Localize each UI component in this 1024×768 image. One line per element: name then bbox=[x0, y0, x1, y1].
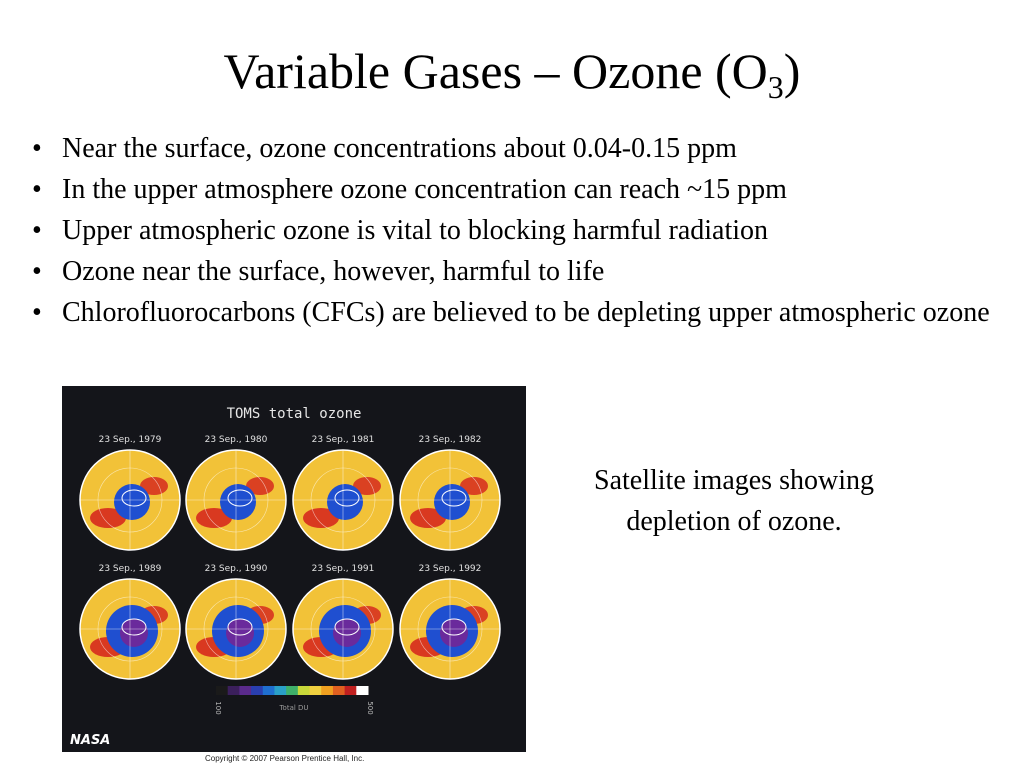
panel-date: 23 Sep., 1989 bbox=[98, 564, 162, 574]
bullet-text: Ozone near the surface, however, harmful to life bbox=[62, 256, 605, 287]
scale-swatch bbox=[333, 686, 345, 695]
scale-swatch bbox=[345, 686, 357, 695]
scale-swatch bbox=[216, 686, 228, 695]
bullet-text: In the upper atmosphere ozone concentration can reach ~15 ppm bbox=[62, 174, 787, 205]
globe-panel bbox=[293, 564, 393, 679]
bullet-item bbox=[32, 169, 992, 210]
color-scale-bar bbox=[216, 686, 369, 695]
nasa-logo: NASA bbox=[70, 733, 111, 748]
bullet-dot: • bbox=[32, 297, 42, 328]
bullet-dot: • bbox=[32, 174, 42, 205]
ozone-hole bbox=[440, 619, 468, 647]
image-caption: Satellite images showing depletion of ozone. bbox=[594, 465, 874, 537]
bullet-text: Chlorofluorocarbons (CFCs) are believed to be depleting upper atmospheric ozone bbox=[62, 297, 990, 328]
scale-swatch bbox=[239, 686, 251, 695]
globe-panel bbox=[80, 435, 180, 550]
scale-swatch bbox=[274, 686, 286, 695]
panel-date: 23 Sep., 1992 bbox=[418, 564, 482, 574]
bullet-item bbox=[32, 251, 992, 292]
panel-date: 23 Sep., 1981 bbox=[311, 435, 375, 445]
ozone-maps-svg bbox=[62, 386, 526, 752]
scale-max-label: 500 bbox=[366, 701, 374, 715]
globe-panel bbox=[80, 564, 180, 679]
scale-swatch bbox=[286, 686, 298, 695]
title-subscript: 3 bbox=[767, 69, 784, 105]
figure-heading: TOMS total ozone bbox=[226, 406, 362, 422]
scale-swatch bbox=[251, 686, 263, 695]
globe-panel bbox=[400, 435, 500, 550]
panel-date: 23 Sep., 1979 bbox=[98, 435, 162, 445]
scale-swatch bbox=[228, 686, 240, 695]
bullet-dot: • bbox=[32, 133, 42, 164]
globe-panel bbox=[186, 564, 286, 679]
scale-swatch bbox=[263, 686, 275, 695]
panel-date: 23 Sep., 1990 bbox=[204, 564, 268, 574]
bullet-text: Near the surface, ozone concentrations about 0.04-0.15 ppm bbox=[62, 133, 737, 164]
bullet-dot: • bbox=[32, 215, 42, 246]
bullet-list bbox=[32, 128, 992, 333]
globe-panel bbox=[186, 435, 286, 550]
title-close: ) bbox=[783, 43, 801, 99]
globe-panel bbox=[293, 435, 393, 550]
ozone-hole bbox=[120, 619, 148, 647]
bullet-dot: • bbox=[32, 256, 42, 287]
bullet-text: Upper atmospheric ozone is vital to blocking harmful radiation bbox=[62, 215, 769, 246]
scale-min-label: 100 bbox=[214, 701, 222, 715]
scale-swatch bbox=[310, 686, 322, 695]
scale-swatch bbox=[356, 686, 368, 695]
scale-title: Total DU bbox=[279, 704, 309, 712]
ozone-satellite-figure bbox=[62, 386, 526, 752]
title-text: Variable Gases – Ozone (O bbox=[223, 43, 768, 99]
slide-title bbox=[0, 40, 1024, 105]
bullet-item bbox=[32, 128, 992, 169]
panel-date: 23 Sep., 1982 bbox=[418, 435, 482, 445]
scale-swatch bbox=[321, 686, 333, 695]
panel-date: 23 Sep., 1991 bbox=[311, 564, 375, 574]
globe-panel bbox=[400, 564, 500, 679]
scale-swatch bbox=[298, 686, 310, 695]
ozone-hole bbox=[333, 619, 361, 647]
bullet-item bbox=[32, 210, 992, 251]
bullet-item bbox=[32, 292, 992, 333]
copyright-notice: Copyright © 2007 Pearson Prentice Hall, Inc. bbox=[205, 754, 365, 763]
ozone-hole bbox=[226, 619, 254, 647]
globe-grid bbox=[80, 435, 500, 679]
panel-date: 23 Sep., 1980 bbox=[204, 435, 268, 445]
